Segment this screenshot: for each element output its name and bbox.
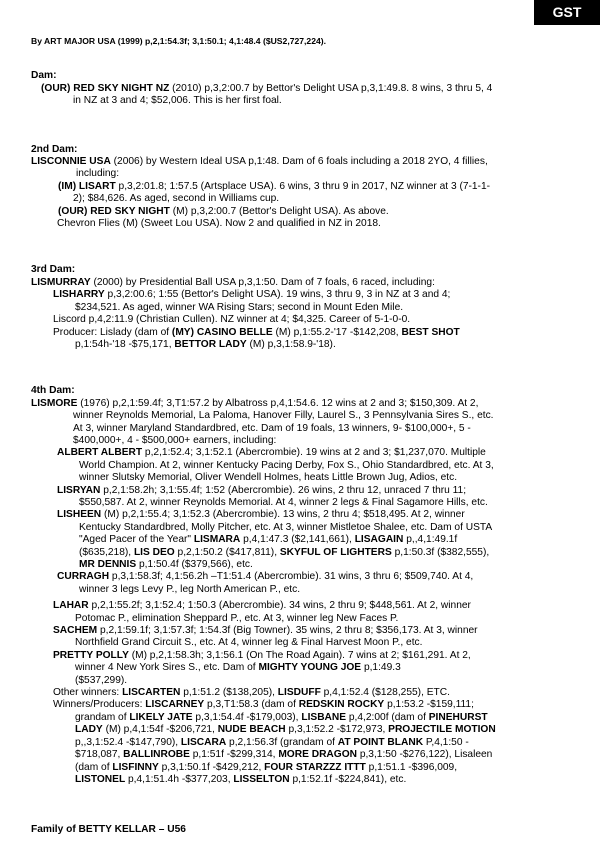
lahar-line-1: LAHAR p,2,1:55.2f; 3,1:52.4; 1:50.3 (Abercrombie). 34 wins, 2 thru 9; $448,561. At 2, winner — [53, 600, 471, 612]
fourth-dam-intro-2: winner Reynolds Memorial, La Paloma, Hanover Filly, Laurel S., 3 Pennsylvania Sires S., etc. — [73, 410, 494, 422]
family-footer: Family of BETTY KELLAR – U56 — [31, 824, 186, 836]
second-dam-intro-2: including: — [76, 168, 120, 180]
second-dam-intro-1: LISCONNIE USA (2006) by Western Ideal USA p,1:48. Dam of 6 foals including a 2018 2YO, 4 fillies, — [31, 156, 488, 168]
second-dam-entry-1a: (IM) LISART p,3,2:01.8; 1:57.5 (Artsplace USA). 6 wins, 3 thru 9 in 2017, NZ winner at 3 (7-1-1- — [58, 180, 491, 192]
second-dam-title: 2nd Dam: — [31, 143, 78, 155]
albert-line-3: winner Slutsky Memorial, Oliver Wendell Holmes, heats Little Brown Jug, Adios, etc. — [79, 472, 458, 484]
polly-line-2: winner 4 New York Sires S., etc. Dam of MIGHTY YOUNG JOE p,1:49.3 — [75, 662, 401, 674]
producers-line-5: $718,087, BALLINROBE p,1:51f -$299,314, MORE DRAGON p,3,1:50 -$276,122), Lisaleen — [75, 749, 493, 761]
dam-title: Dam: — [31, 70, 57, 82]
lahar-line-2: Potomac P., elimination Sheppard P., etc. At 3, winner leg New Faces P. — [75, 612, 399, 624]
dam-section — [31, 70, 571, 107]
producers-line-7: LISTONEL p,4,1:51.4h -$377,203, LISSELTON p,1:52.1f -$224,841), etc. — [75, 773, 407, 785]
producers-line-6: (dam of LISFINNY p,3,1:50.1f -$429,212, FOUR STARZZZ ITTT p,1:51.1 -$396,009, — [75, 761, 458, 773]
dam-line-1: (OUR) RED SKY NIGHT NZ (2010) p,3,2:00.7 by Bettor's Delight USA p,3,1:49.8. 8 wins, 3 thru 5, 4 — [41, 82, 493, 94]
fourth-dam-title: 4th Dam: — [31, 385, 75, 397]
third-dam-intro: LISMURRAY (2000) by Presidential Ball USA p,3,1:50. Dam of 7 foals, 6 raced, including: — [31, 276, 435, 288]
second-dam-entry-2: (OUR) RED SKY NIGHT (M) p,3,2:00.7 (Bettor's Delight USA). As above. — [58, 205, 389, 217]
curragh-line-1: CURRAGH p,3,1:58.3f; 4,1:56.2h –T1:51.4 (Abercrombie). 31 wins, 3 thru 6; $509,740. At 4, — [57, 571, 474, 583]
second-dam-entry-1b: 2); $84,626. As aged, second in Williams cup. — [73, 193, 280, 205]
third-dam-title: 3rd Dam: — [31, 264, 76, 276]
curragh-line-2: winner 3 legs Levy P., leg North American P., etc. — [79, 583, 301, 595]
polly-line-1: PRETTY POLLY (M) p,2,1:58.3h; 3,1:56.1 (On The Road Again). 7 wins at 2; $161,291. At 2, — [53, 649, 471, 661]
sachem-line-2: Northfield Grand Circuit S., etc. At 4, winner leg & Final Harvest Moon P., etc. — [75, 637, 423, 649]
fourth-dam-intro-1: LISMORE (1976) p,2,1:59.4f; 3,T1:57.2 by Albatross p,4,1:54.6. 12 wins at 2 and 3; $150,309. At 2, — [31, 397, 479, 409]
albert-line-1: ALBERT ALBERT p,2,1:52.4; 3,1:52.1 (Abercrombie). 19 wins at 2 and 3; $1,237,070. Multiple — [57, 447, 486, 459]
pedigree-document — [31, 35, 571, 837]
producers-line-1: Winners/Producers: LISCARNEY p,3,T1:58.3 (dam of REDSKIN ROCKY p,1:53.2 -$159,111; — [53, 699, 474, 711]
producers-line-2: grandam of LIKELY JATE p,3,1:54.4f -$179,003), LISBANE p,4,2:00f (dam of PINEHURST — [75, 711, 488, 723]
sire-line: By ART MAJOR USA (1999) p,2,1:54.3f; 3,1:50.1; 4,1:48.4 ($US2,727,224). — [31, 36, 327, 46]
lisheen-line-3: "Aged Pacer of the Year" LISMARA p,4,1:47.3 ($2,141,661), LISAGAIN p,,4,1:49.1f — [79, 534, 458, 546]
lisheen-line-5: MR DENNIS p,1:50.4f ($379,566), etc. — [79, 559, 253, 570]
fourth-dam-intro-3: At 3, winner Maryland Standardbred, etc. Dam of 19 foals, 13 winners, 9- $100,000+, 5 - — [73, 422, 471, 434]
third-dam-entry-1b: $234,521. As aged, winner WA Rising Stars; second in Mount Eden Mile. — [75, 301, 404, 313]
lisheen-line-2: Kentucky Standardbred, Molly Pitcher, etc. At 3, winner Mistletoe Shalee, etc. Dam of USTA — [79, 521, 493, 533]
producers-line-3: LADY (M) p,4,1:54f -$206,721, NUDE BEACH p,3,1:52.2 -$172,973, PROJECTILE MOTION — [75, 724, 496, 736]
producers-line-4: p,,3,1:52.4 -$147,790), LISCARA p,2,1:56.3f (grandam of AT POINT BLANK P,4,1:50 - — [75, 736, 469, 748]
albert-line-2: World Champion. At 2, winner Kentucky Pacing Derby, Fox S., Ohio Standardbred, etc. At 3, — [79, 459, 494, 471]
lisheen-line-4: ($635,218), LIS DEO p,2,1:50.2 ($417,811), SKYFUL OF LIGHTERS p,1:50.3f ($382,555), — [79, 546, 490, 558]
fourth-dam-intro-4: $400,000+, 4 - $500,000+ earners, including: — [73, 434, 277, 446]
third-dam-entry-3a: Producer: Lislady (dam of (MY) CASINO BELLE (M) p,1:55.2-'17 -$142,208, BEST SHOT — [53, 326, 460, 338]
lisryan-line-2: $550,587. At 2, winner Reynolds Memorial. At 4, winner 2 legs & Final Sagamore Hills, etc. — [79, 496, 488, 508]
polly-line-3: ($537,299). — [75, 674, 128, 686]
lisheen-line-1: LISHEEN (M) p,2,1:55.4; 3,1:52.3 (Abercrombie). 13 wins, 2 thru 4; $518,495. At 2, winner — [57, 509, 465, 521]
fourth-dam-section — [31, 385, 571, 786]
third-dam-entry-1a: LISHARRY p,3,2:00.6; 1:55 (Bettor's Delight USA). 19 wins, 3 thru 9, 3 in NZ at 3 and 4; — [53, 289, 451, 301]
page-badge: GST — [534, 0, 600, 25]
third-dam-entry-3b: p,1:54h-'18 -$75,171, BETTOR LADY (M) p,3,1:58.9-'18). — [75, 338, 336, 350]
third-dam-section — [31, 264, 571, 351]
second-dam-section — [31, 144, 571, 231]
dam-line-2: in NZ at 3 and 4; $52,006. This is her first foal. — [73, 95, 282, 107]
lisryan-line-1: LISRYAN p,2,1:58.2h; 3,1:55.4f; 1:52 (Abercrombie). 26 wins, 2 thru 12, unraced 7 thru 11; — [57, 484, 467, 496]
second-dam-entry-3: Chevron Flies (M) (Sweet Lou USA). Now 2 and qualified in NZ in 2018. — [57, 218, 381, 230]
third-dam-entry-2: Liscord p,4,2:11.9 (Christian Cullen). NZ winner at 4; $4,325. Career of 5-1-0-0. — [53, 314, 411, 326]
other-winners: Other winners: LISCARTEN p,1:51.2 ($138,205), LISDUFF p,4,1:52.4 ($128,255), ETC. — [53, 687, 450, 699]
sachem-line-1: SACHEM p,2,1:59.1f; 3,1:57.3f; 1:54.3f (Big Towner). 35 wins, 2 thru 8; $356,173. At 3, winner — [53, 625, 478, 637]
